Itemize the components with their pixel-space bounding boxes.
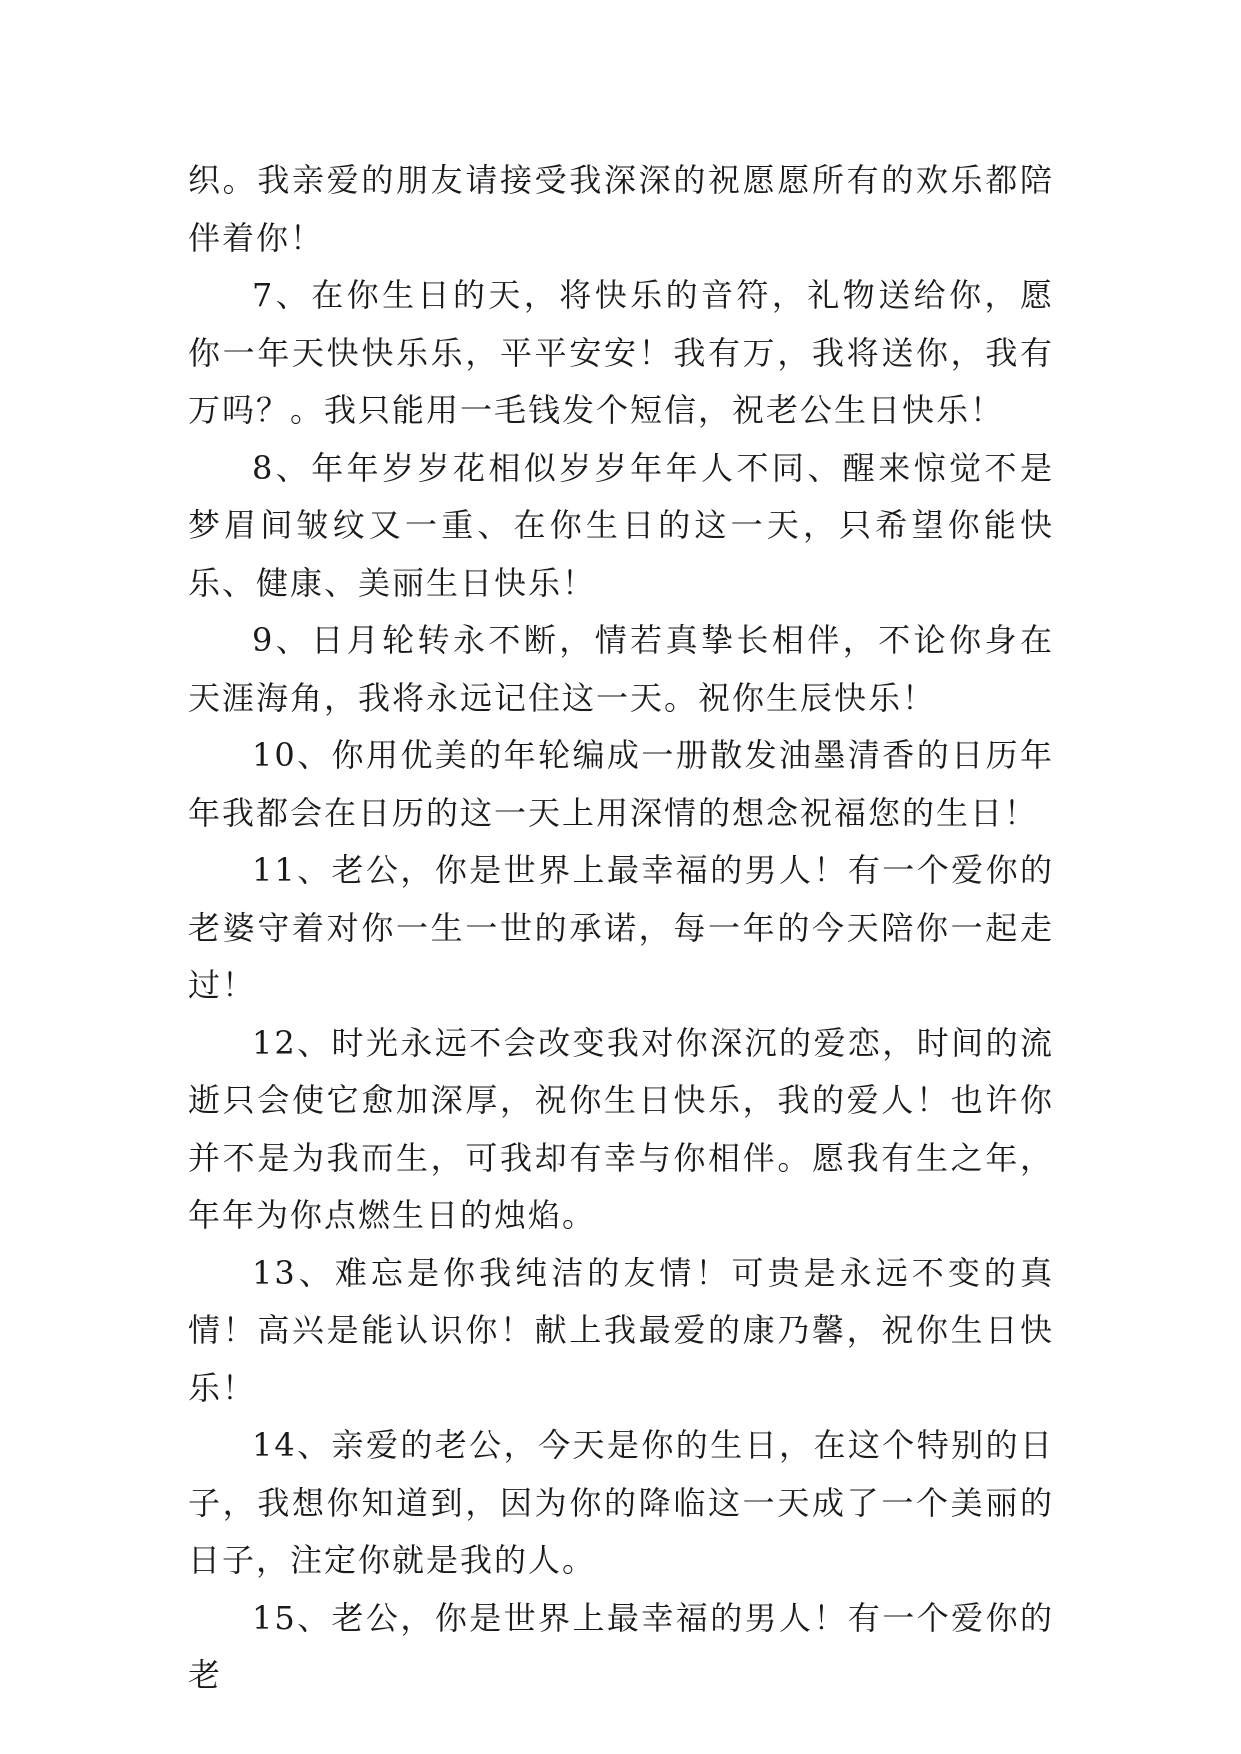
document-body xyxy=(188,152,1054,1705)
paragraph-item-7: 7、在你生日的天，将快乐的音符，礼物送给你，愿你一年天快快乐乐，平平安安！我有万，我将送你，我有万吗？。我只能用一毛钱发个短信，祝老公生日快乐！ xyxy=(188,276,1054,429)
paragraph-item-9: 9、日月轮转永不断，情若真挚长相伴，不论你身在天涯海角，我将永远记住这一天。祝你生辰快乐！ xyxy=(188,621,1054,717)
paragraph-item-11: 11、老公，你是世界上最幸福的男人！有一个爱你的老婆守着对你一生一世的承诺，每一年的今天陪你一起走过！ xyxy=(188,851,1054,1004)
paragraph-continuation: 织。我亲爱的朋友请接受我深深的祝愿愿所有的欢乐都陪伴着你！ xyxy=(188,161,1054,257)
paragraph-item-10: 10、你用优美的年轮编成一册散发油墨清香的日历年年我都会在日历的这一天上用深情的想念祝福您的生日！ xyxy=(188,736,1054,832)
paragraph-item-13: 13、难忘是你我纯洁的友情！可贵是永远不变的真情！高兴是能认识你！献上我最爱的康乃馨，祝你生日快乐！ xyxy=(188,1253,1054,1407)
paragraph-item-8: 8、年年岁岁花相似岁岁年年人不同、醒来惊觉不是梦眉间皱纹又一重、在你生日的这一天，只希望你能快乐、健康、美丽生日快乐！ xyxy=(188,448,1054,602)
paragraph-item-14: 14、亲爱的老公，今天是你的生日，在这个特别的日子，我想你知道到，因为你的降临这一天成了一个美丽的日子，注定你就是我的人。 xyxy=(188,1426,1054,1579)
paragraph-item-15: 15、老公，你是世界上最幸福的男人！有一个爱你的老 xyxy=(188,1598,1054,1694)
paragraph-item-12: 12、时光永远不会改变我对你深沉的爱恋，时间的流逝只会使它愈加深厚，祝你生日快乐，我的爱人！也许你并不是为我而生，可我却有幸与你相伴。愿我有生之年，年年为你点燃生日的烛焰。 xyxy=(188,1023,1054,1234)
